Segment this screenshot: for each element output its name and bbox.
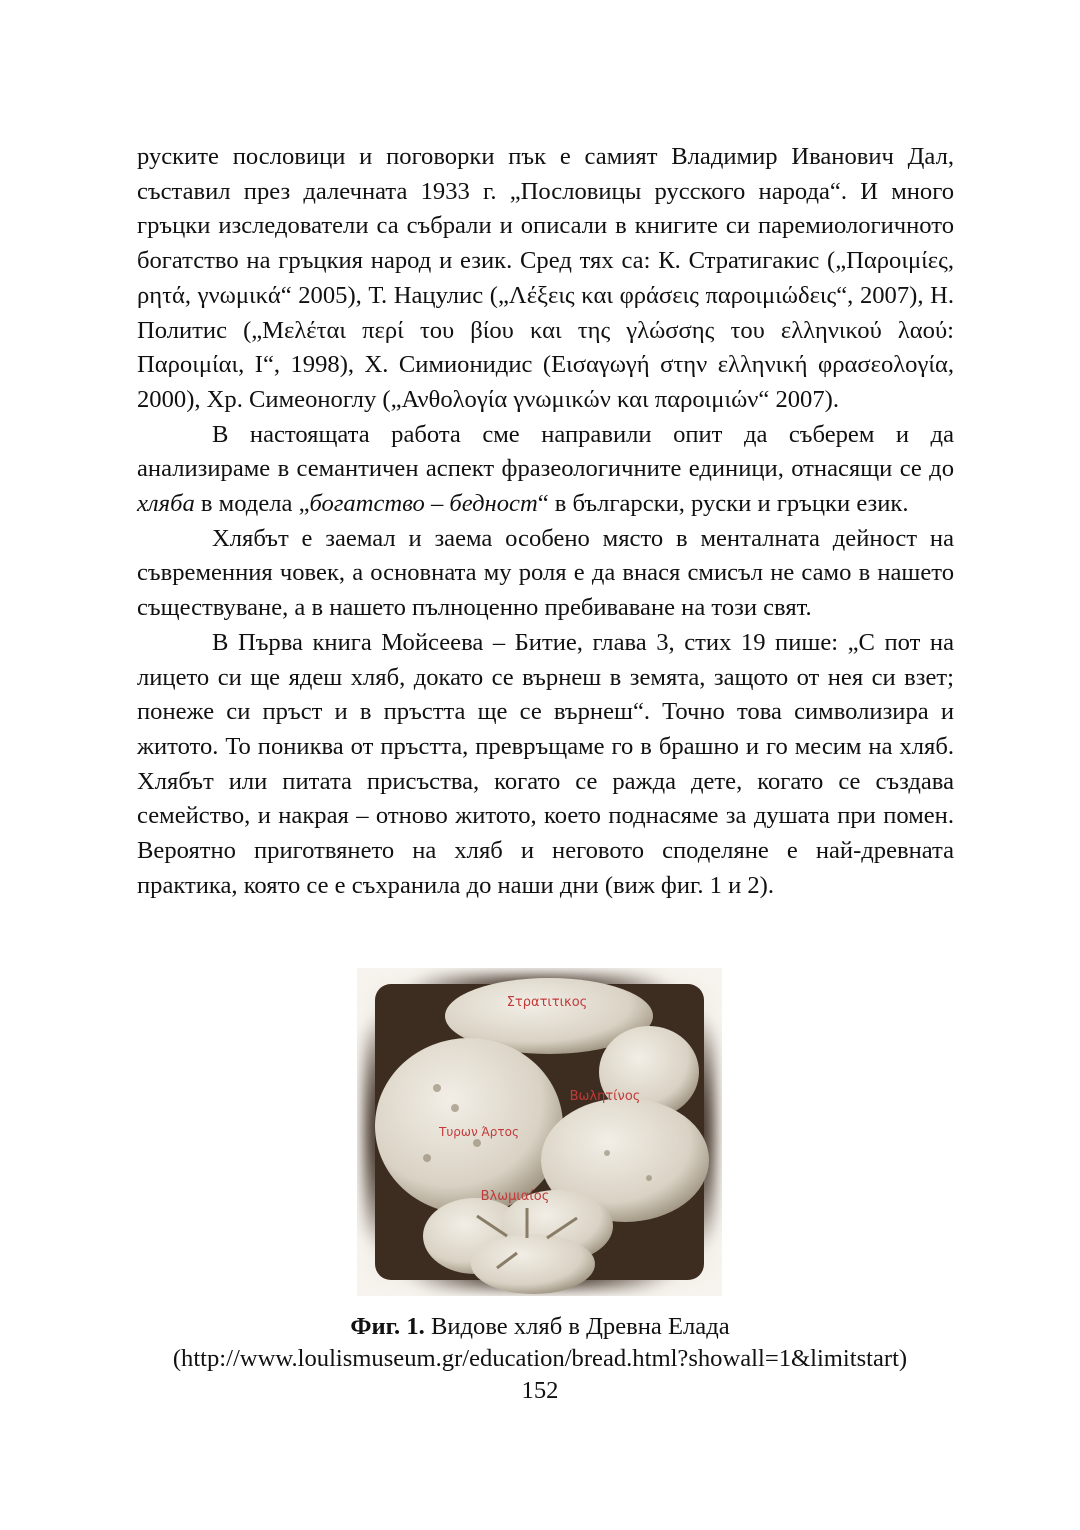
- paragraph-4: В Първа книга Мойсеева – Битие, глава 3, стих 19 пише: „С пот на лицето си ще ядеш хляб, докато се върнеш в земята, защото от нея си взет; понеже си пръст и в пръстта ще се върнеш“. Точно това символизира и житото. То пониква от пръстта, превръщаме го в брашно и го месим на хляб. Хлябът или питата присъства, когато се ражда дете, когато се създава семейство, и накрая – отново житото, което поднасяме за душата при помен. Вероятно приготвянето на хляб и неговото споделяне е най-древната практика, която се е съхранила до наши дни (виж фиг. 1 и 2).: [137, 628, 954, 899]
- caption-label: Фиг. 1.: [350, 1313, 425, 1340]
- figure-source-url: (http://www.loulismuseum.gr/education/bread.html?showall=1&limitstart): [172, 1345, 908, 1372]
- figure-bread-photo: [357, 968, 722, 1296]
- caption-text: Видове хляб в Древна Елада: [424, 1313, 730, 1340]
- label-bread-4: Βλωμιαίος: [480, 1189, 550, 1204]
- paragraph-2-middle: в модела „: [194, 490, 310, 518]
- paragraph-2-before: В настоящата работа сме направили опит да съберем и да анализираме в семантичен аспект фразеологичните единици, отнасящи се до: [137, 420, 954, 483]
- body-text: [137, 140, 954, 903]
- figure-caption: [100, 1310, 980, 1344]
- paragraph-2-emphasis-bread: хляба: [137, 490, 195, 518]
- paragraph-3: Хлябът е заемал и заема особено място в менталната дейност на съвременния човек, а основната му роля е да внася смисъл не само в нашето съществуване, а в нашето пълноценно пребиваване на този свят.: [137, 524, 954, 622]
- paragraph-2-after: “ в български, руски и гръцки език.: [537, 490, 909, 518]
- page-number: 152: [521, 1377, 559, 1404]
- paragraph-2-emphasis-model: богатство – бедност: [309, 490, 538, 518]
- paragraph-2: [137, 418, 954, 522]
- paragraph-1: руските пословици и поговорки пък е самият Владимир Иванович Дал, съставил през далечната 1933 г. „Пословицы русского народа“. И много гръцки изследователи са събрали и описали в книгите си паремиологичното богатство на гръцкия народ и език. Сред тях са: К. Стратигакис („Παροιμίες, ρητά, γνωμικά“ 2005), Т. Нацулис („Λέξεις και φράσεις παροιμιώδεις“, 2007), Н. Политис („Μελέται περί του βίου και της γλώσσης του ελληνικού λαού: Παροιμίαι, I“, 1998), Х. Симионидис (Εισαγωγή στην ελληνική φρασεολογία, 2000), Хр. Симеоноглу („Ανθολογία γνωμικών και παροιμιών“ 2007).: [137, 143, 954, 413]
- label-bread-1: Στρατιτικος: [506, 995, 588, 1010]
- label-bread-2: Βωλητίνος: [569, 1089, 641, 1104]
- label-bread-3: Τυρων Άρτος: [439, 1125, 519, 1139]
- bread-photo: [357, 968, 722, 1296]
